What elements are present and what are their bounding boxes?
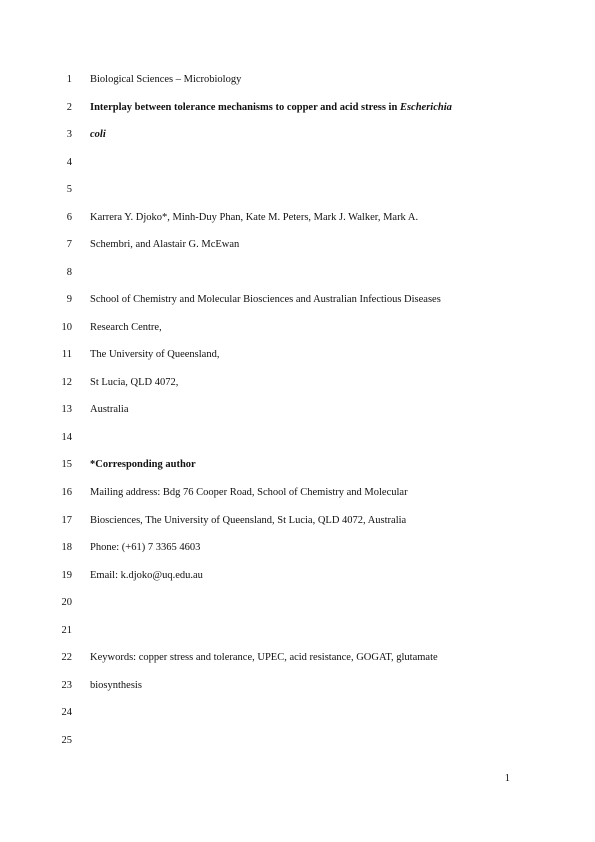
line-10 [0, 321, 595, 335]
affiliation-city: St Lucia, QLD 4072, [90, 377, 179, 388]
mailing-address-line-2: Biosciences, The University of Queensland, St Lucia, QLD 4072, Australia [90, 515, 407, 526]
line-number: 13 [61, 404, 72, 415]
line-3 [0, 128, 595, 142]
line-number: 6 [66, 212, 72, 223]
line-16 [0, 486, 595, 500]
line-22 [0, 651, 595, 665]
line-number: 12 [61, 377, 72, 388]
line-number: 7 [66, 239, 72, 250]
keywords-line-2: biosynthesis [90, 680, 142, 691]
line-number: 10 [61, 322, 72, 333]
line-number: 3 [66, 129, 72, 140]
phone: Phone: (+61) 7 3365 4603 [90, 542, 201, 553]
line-number: 9 [66, 294, 72, 305]
line-4 [0, 156, 595, 170]
line-number: 2 [66, 102, 72, 113]
line-number: 22 [61, 652, 72, 663]
authors-line-1: Karrera Y. Djoko*, Minh-Duy Phan, Kate M. Peters, Mark J. Walker, Mark A. [90, 212, 419, 223]
line-13 [0, 403, 595, 417]
subject-area: Biological Sciences – Microbiology [90, 74, 242, 85]
line-23 [0, 679, 595, 693]
affiliation-line-1: School of Chemistry and Molecular Biosciences and Australian Infectious Diseases [90, 294, 441, 305]
title-species: coli [90, 129, 106, 140]
corresponding-author-heading: *Corresponding author [90, 459, 196, 470]
title-genus: Escherichia [399, 102, 452, 113]
line-number: 14 [61, 432, 72, 443]
line-number: 15 [61, 459, 72, 470]
line-number: 24 [61, 707, 72, 718]
line-18 [0, 541, 595, 555]
line-number: 4 [66, 157, 72, 168]
line-17 [0, 514, 595, 528]
line-11 [0, 348, 595, 362]
line-7 [0, 238, 595, 252]
line-number: 25 [61, 735, 72, 746]
page-number: 1 [504, 773, 510, 784]
line-24 [0, 706, 595, 720]
title-main: Interplay between tolerance mechanisms to copper and acid stress in [90, 102, 400, 113]
line-number: 11 [61, 349, 72, 360]
affiliation-university: The University of Queensland, [90, 349, 220, 360]
line-number: 16 [61, 487, 72, 498]
line-2 [0, 101, 595, 115]
line-1 [0, 73, 595, 87]
line-15 [0, 458, 595, 472]
affiliation-line-2: Research Centre, [90, 322, 162, 333]
line-6 [0, 211, 595, 225]
affiliation-country: Australia [90, 404, 129, 415]
keywords-line-1: Keywords: copper stress and tolerance, UPEC, acid resistance, GOGAT, glutamate [90, 652, 438, 663]
line-number: 20 [61, 597, 72, 608]
line-21 [0, 624, 595, 638]
line-number: 17 [61, 515, 72, 526]
mailing-address-line-1: Mailing address: Bdg 76 Cooper Road, School of Chemistry and Molecular [90, 487, 408, 498]
line-19 [0, 569, 595, 583]
email: Email: k.djoko@uq.edu.au [90, 570, 203, 581]
line-14 [0, 431, 595, 445]
line-20 [0, 596, 595, 610]
line-number: 19 [61, 570, 72, 581]
line-5 [0, 183, 595, 197]
line-number: 18 [61, 542, 72, 553]
line-25 [0, 734, 595, 748]
title-line-1 [90, 101, 452, 115]
line-number: 5 [66, 184, 72, 195]
line-number: 1 [66, 74, 72, 85]
line-number: 8 [66, 267, 72, 278]
line-number: 23 [61, 680, 72, 691]
authors-line-2: Schembri, and Alastair G. McEwan [90, 239, 240, 250]
line-12 [0, 376, 595, 390]
line-number: 21 [61, 625, 72, 636]
line-9 [0, 293, 595, 307]
line-8 [0, 266, 595, 280]
